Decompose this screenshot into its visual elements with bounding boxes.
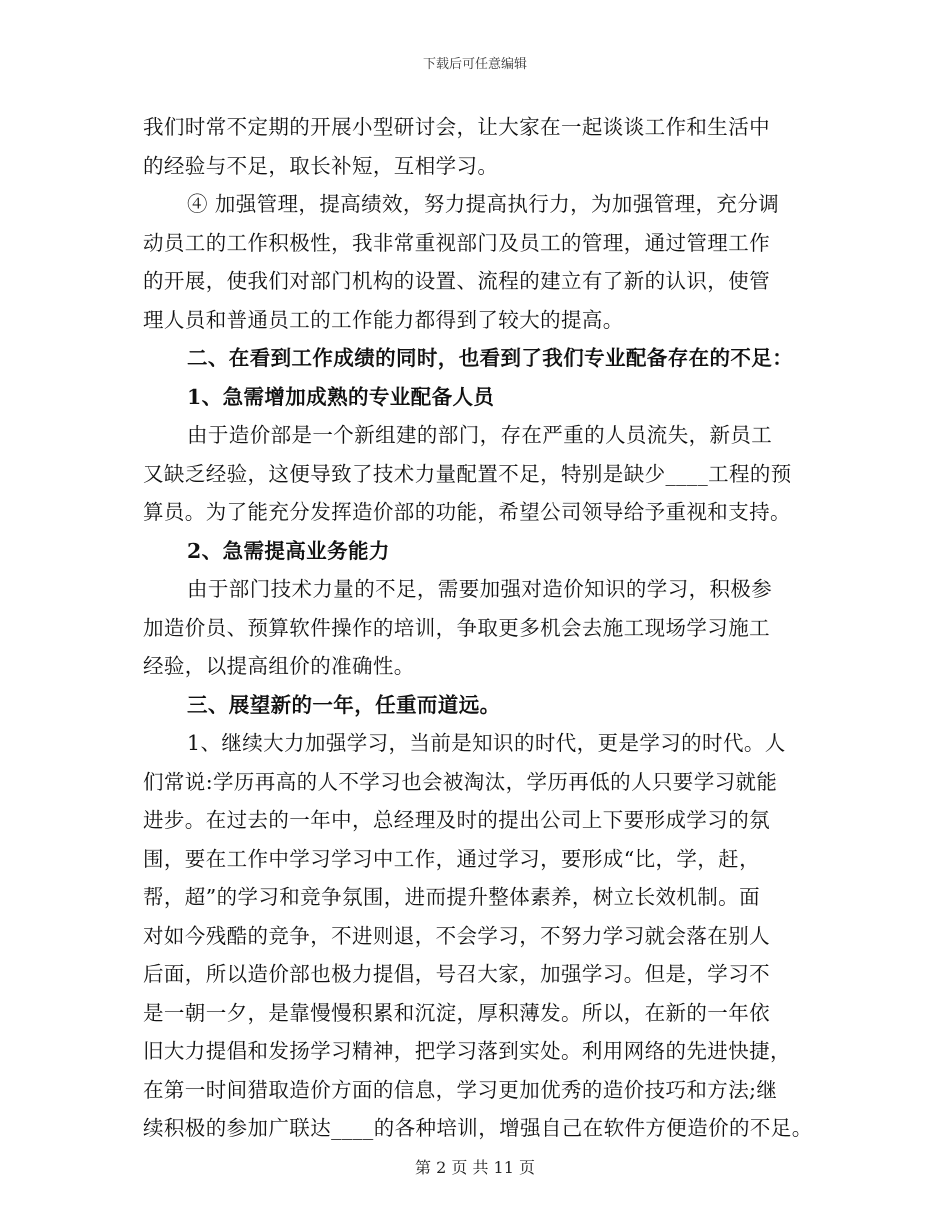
text-line: 续积极的参加广联达____的各种培训，增强自己在软件方便造价的不足。 [143,1116,813,1140]
page-header: 下载后可任意编辑 [422,57,527,72]
text-line: 动员工的工作积极性，我非常重视部门及员工的管理，通过管理工作 [143,230,770,255]
section-heading: 三、展望新的一年，任重而道远。 [187,692,501,717]
text-line: 对如今残酷的竞争，不进则退，不会学习，不努力学习就会落在别人 [143,923,770,948]
document-body [143,108,823,1148]
text-line: ④ 加强管理，提高绩效，努力提高执行力，为加强管理，充分调 [187,192,780,216]
text-line: 由于造价部是一个新组建的部门，存在严重的人员流失，新员工 [187,423,773,447]
text-line: 进步。在过去的一年中，总经理及时的提出公司上下要形成学习的氛 [143,808,770,832]
text-line: 是一朝一夕，是靠慢慢积累和沉淀，厚积薄发。所以，在新的一年依 [143,1000,770,1025]
page-footer: 第 2 页 共 11 页 [415,1158,535,1177]
text-line: 们常说:学历再高的人不学习也会被淘汰，学历再低的人只要学习就能 [143,769,778,794]
text-line: 围，要在工作中学习学习中工作，通过学习，要形成“比，学，赶， [143,846,760,871]
text-line: 1、继续大力加强学习，当前是知识的时代，更是学习的时代。人 [187,731,786,755]
text-line: 由于部门技术力量的不足，需要加强对造价知识的学习，积极参 [187,577,773,601]
text-line: 的开展，使我们对部门机构的设置、流程的建立有了新的认识，使管 [143,269,770,293]
subsection-heading: 2、急需提高业务能力 [187,538,390,563]
text-line: 旧大力提倡和发扬学习精神，把学习落到实处。利用网络的先进快捷， [143,1039,791,1063]
text-line: 后面，所以造价部也极力提倡，号召大家，加强学习。但是，学习不 [143,962,770,986]
section-heading: 二、在看到工作成绩的同时，也看到了我们专业配备存在的不足： [187,346,794,370]
text-line: 在第一时间猎取造价方面的信息，学习更加优秀的造价技巧和方法;继 [143,1077,778,1102]
text-line: 经验，以提高组价的准确性。 [143,654,415,678]
text-line: 加造价员、预算软件操作的培训，争取更多机会去施工现场学习施工 [143,615,770,640]
text-line: 的经验与不足，取长补短，互相学习。 [143,153,499,178]
text-line: 算员。为了能充分发挥造价部的功能，希望公司领导给予重视和支持。 [143,500,791,524]
text-line: 帮，超”的学习和竞争氛围，进而提升整体素养，树立长效机制。面 [143,885,760,909]
text-line: 理人员和普通员工的工作能力都得到了较大的提高。 [143,307,624,332]
text-line: 我们时常不定期的开展小型研讨会，让大家在一起谈谈工作和生活中 [143,115,770,139]
subsection-heading: 1、急需增加成熟的专业配备人员 [187,384,495,409]
text-line: 又缺乏经验，这便导致了技术力量配置不足，特别是缺少____工程的预 [143,461,792,486]
